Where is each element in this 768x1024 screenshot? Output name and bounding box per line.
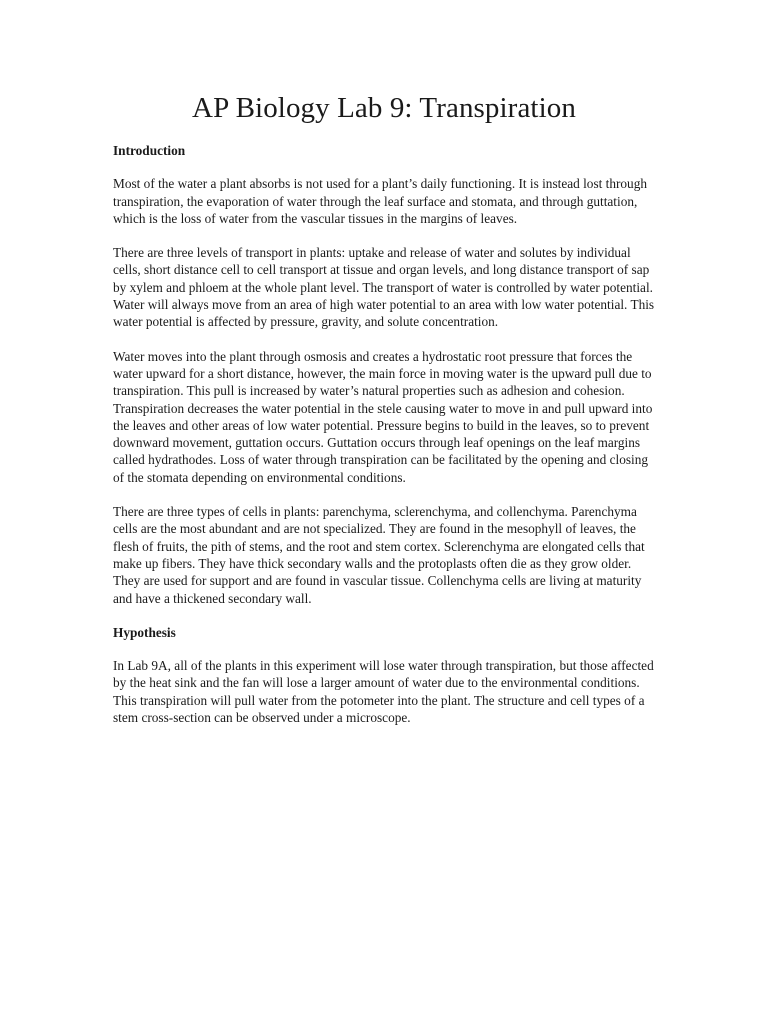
document-body xyxy=(113,142,657,743)
section-heading-hypothesis: Hypothesis xyxy=(113,624,176,640)
hypothesis-paragraph-1: In Lab 9A, all of the plants in this experiment will lose water through transpiration, but those affected by the heat sink and the fan will lose a larger amount of water due to the environmental conditions. This transpiration will pull water from the potometer into the plant. The structure and cell types of a stem cross-section can be observed under a microscope. xyxy=(113,658,654,726)
intro-paragraph-3: Water moves into the plant through osmosis and creates a hydrostatic root pressure that forces the water upward for a short distance, however, the main force in moving water is the upward pull due to transpiration. This pull is increased by water’s natural properties such as adhesion and cohesion. Transpiration decreases the water potential in the stele causing water to move in and pull upward into the leaves and other areas of low water potential. Pressure begins to build in the leaves, so to prevent downward movement, guttation occurs. Guttation occurs through leaf openings on the leaf margins called hydrathodes. Loss of water through transpiration can be facilitated by the opening and closing of the stomata depending on environmental conditions. xyxy=(113,348,653,485)
intro-paragraph-4: There are three types of cells in plants: parenchyma, sclerenchyma, and collenchyma. Parenchyma cells are the most abundant and are not specialized. They are found in the mesophyll of leaves, the flesh of fruits, the pith of stems, and the root and stem cortex. Sclerenchyma are elongated cells that make up fibers. They have thick secondary walls and the protoplasts often die as they grow older. They are used for support and are found in vascular tissue. Collenchyma cells are living at maturity and have a thickened secondary wall. xyxy=(113,504,645,606)
page-title: AP Biology Lab 9: Transpiration xyxy=(192,92,576,124)
intro-paragraph-1: Most of the water a plant absorbs is not used for a plant’s daily functioning. It is instead lost through transpiration, the evaporation of water through the leaf surface and stomata, and through guttation, which is the loss of water from the vascular tissues in the margins of leaves. xyxy=(113,176,648,226)
intro-paragraph-2: There are three levels of transport in plants: uptake and release of water and solutes by individual cells, short distance cell to cell transport at tissue and organ levels, and long distance transport of sap by xylem and phloem at the whole plant level. The transport of water is controlled by water potential. Water will always move from an area of high water potential to an area with low water potential. This water potential is affected by pressure, gravity, and solute concentration. xyxy=(113,245,655,330)
section-heading-introduction: Introduction xyxy=(113,143,186,158)
